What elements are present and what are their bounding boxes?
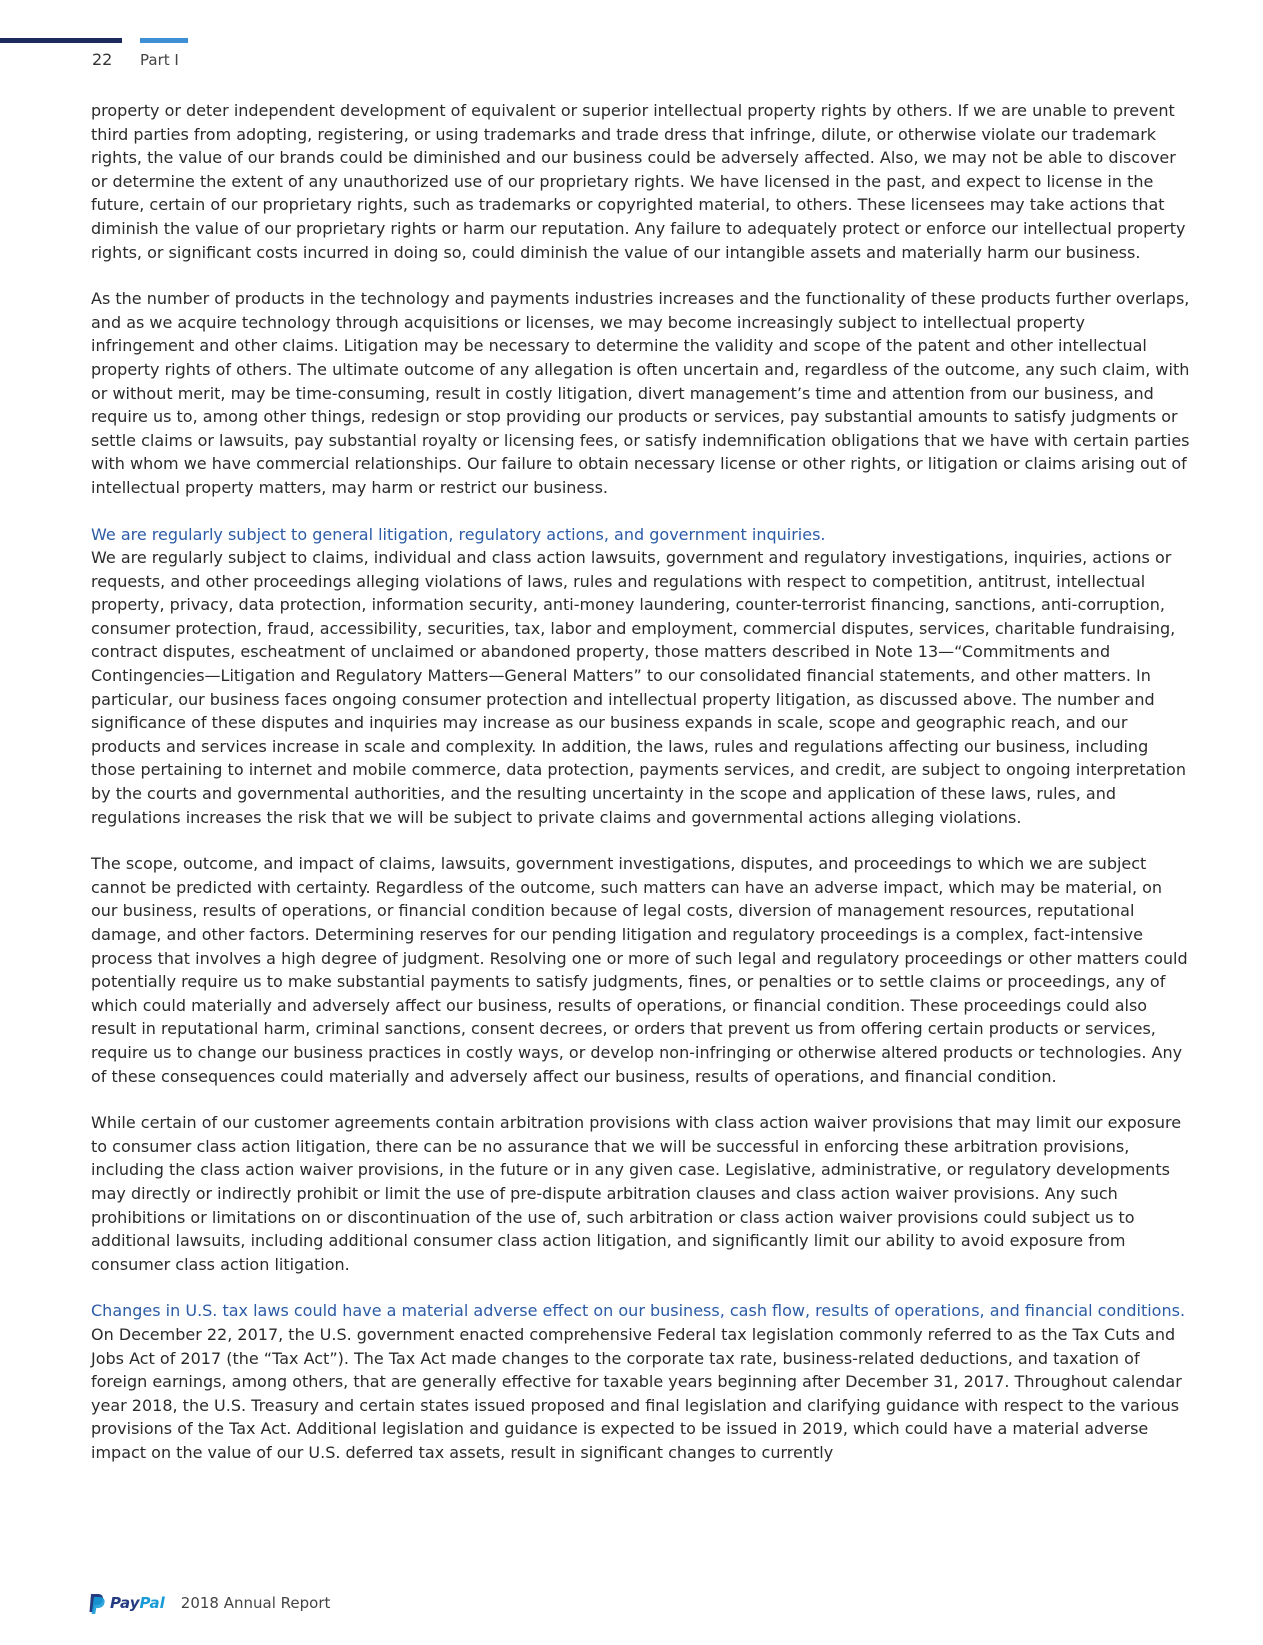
paragraph-litigation-impact: The scope, outcome, and impact of claims, lawsuits, government investigations, disputes, and proceedings to which we are subject cannot be predicted with certainty. Regardless of the outcome, such matters can have an adverse impact, which may be material, on our business, results of operations, or financial condition because of legal costs, diversion of management resources, reputational damage, and other factors. Determining reserves for our pending litigation and regulatory proceedings is a complex, fact-intensive process that involves a high degree of judgment. Resolving one or more of such legal and regulatory proceedings or other matters could potentially require us to make substantial payments to satisfy judgments, fines, or penalties or to settle claims or proceedings, any of which could materially and adversely affect our business, results of operations, or financial condition. These proceedings could also result in reputational harm, criminal sanctions, consent decrees, or orders that prevent us from offering certain products or services, require us to change our business practices in costly ways, or develop non-infringing or otherwise altered products or technologies. Any of these consequences could materially and adversely affect our business, results of operations, and financial condition. — [91, 854, 1188, 1086]
footer — [88, 1592, 330, 1614]
header-rule-accent — [140, 38, 188, 43]
section-heading-litigation: We are regularly subject to general litigation, regulatory actions, and government inquiries. — [91, 524, 826, 544]
paypal-wordmark-pal: Pal — [139, 1594, 165, 1612]
paragraph-ip-protection: property or deter independent development of equivalent or superior intellectual property rights by others. If we are unable to prevent third parties from adopting, registering, or using trademarks and trade dress that infringe, dilute, or otherwise violate our trademark rights, the value of our brands could be diminished and our business could be adversely affected. Also, we may not be able to discover or determine the extent of any unauthorized use of our proprietary rights. We have licensed in the past, and expect to license in the future, certain of our proprietary rights, such as trademarks or copyrighted material, to others. These licensees may take actions that diminish the value of our proprietary rights or harm our reputation. Any failure to adequately protect or enforce our intellectual property rights, or significant costs incurred in doing so, could diminish the value of our intangible assets and materially harm our business. — [91, 101, 1186, 262]
paypal-wordmark-pay: Pay — [110, 1594, 140, 1612]
body-text — [91, 99, 1191, 1464]
paragraph-arbitration: While certain of our customer agreements contain arbitration provisions with class action waiver provisions that may limit our exposure to consumer class action litigation, there can be no assurance that we will be successful in enforcing these arbitration provisions, including the class action waiver provisions, in the future or in any given case. Legislative, administrative, or regulatory developments may directly or indirectly prohibit or limit the use of pre-dispute arbitration clauses and class action waiver provisions. Any such prohibitions or limitations on or discontinuation of the use of, such arbitration or class action waiver provisions could subject us to additional lawsuits, including additional consumer class action litigation, and significantly limit our ability to avoid exposure from consumer class action litigation. — [91, 1113, 1182, 1274]
section-heading-tax: Changes in U.S. tax laws could have a material adverse effect on our business, cash flow, results of operations, and financial conditions. — [91, 1301, 1186, 1321]
paypal-wordmark — [110, 1594, 165, 1612]
paragraph-ip-claims: As the number of products in the technology and payments industries increases and the functionality of these products further overlaps, and as we acquire technology through acquisitions or licenses, we may become increasingly subject to intellectual property infringement and other claims. Litigation may be necessary to determine the validity and scope of the patent and other intellectual property rights of others. The ultimate outcome of any allegation is often uncertain and, regardless of the outcome, any such claim, with or without merit, may be time-consuming, result in costly litigation, divert management’s time and attention from our business, and require us to, among other things, redesign or stop providing our products or services, pay substantial amounts to satisfy judgments or settle claims or lawsuits, pay substantial royalty or licensing fees, or satisfy indemnification obligations that we have with certain parties with whom we have commercial relationships. Our failure to obtain necessary license or other rights, or litigation or claims arising out of intellectual property matters, may harm or restrict our business. — [91, 289, 1190, 497]
paragraph-litigation: We are regularly subject to claims, individual and class action lawsuits, government and regulatory investigations, inquiries, actions or requests, and other proceedings alleging violations of laws, rules and regulations with respect to competition, antitrust, intellectual property, privacy, data protection, information security, anti-money laundering, counter-terrorist financing, sanctions, anti-corruption, consumer protection, fraud, accessibility, securities, tax, labor and employment, commercial disputes, services, charitable fundraising, contract disputes, escheatment of unclaimed or abandoned property, those matters described in Note 13—“Commitments and Contingencies—Litigation and Regulatory Matters—General Matters” to our consolidated financial statements, and other matters. In particular, our business faces ongoing consumer protection and intellectual property litigation, as discussed above. The number and significance of these disputes and inquiries may increase as our business expands in scale, scope and geographic reach, and our products and services increase in scale and complexity. In addition, the laws, rules and regulations affecting our business, including those pertaining to internet and mobile commerce, data protection, payments services, and credit, are subject to ongoing interpretation by the courts and governmental authorities, and the resulting uncertainty in the scope and application of these laws, rules, and regulations increases the risk that we will be subject to private claims and governmental actions alleging violations. — [91, 548, 1186, 827]
header-rule-dark — [0, 38, 122, 43]
part-label: Part I — [140, 51, 179, 69]
paragraph-tax-act: On December 22, 2017, the U.S. government enacted comprehensive Federal tax legislation commonly referred to as the Tax Cuts and Jobs Act of 2017 (the “Tax Act”). The Tax Act made changes to the corporate tax rate, business-related deductions, and taxation of foreign earnings, among others, that are generally effective for taxable years beginning after December 31, 2017. Throughout calendar year 2018, the U.S. Treasury and certain states issued proposed and final legislation and clarifying guidance with respect to the various provisions of the Tax Act. Additional legislation and guidance is expected to be issued in 2019, which could have a material adverse impact on the value of our U.S. deferred tax assets, result in significant changes to currently — [91, 1324, 1182, 1462]
page-number: 22 — [92, 50, 113, 69]
annual-report-label: 2018 Annual Report — [180, 1594, 331, 1612]
paypal-logo-icon — [88, 1592, 106, 1614]
